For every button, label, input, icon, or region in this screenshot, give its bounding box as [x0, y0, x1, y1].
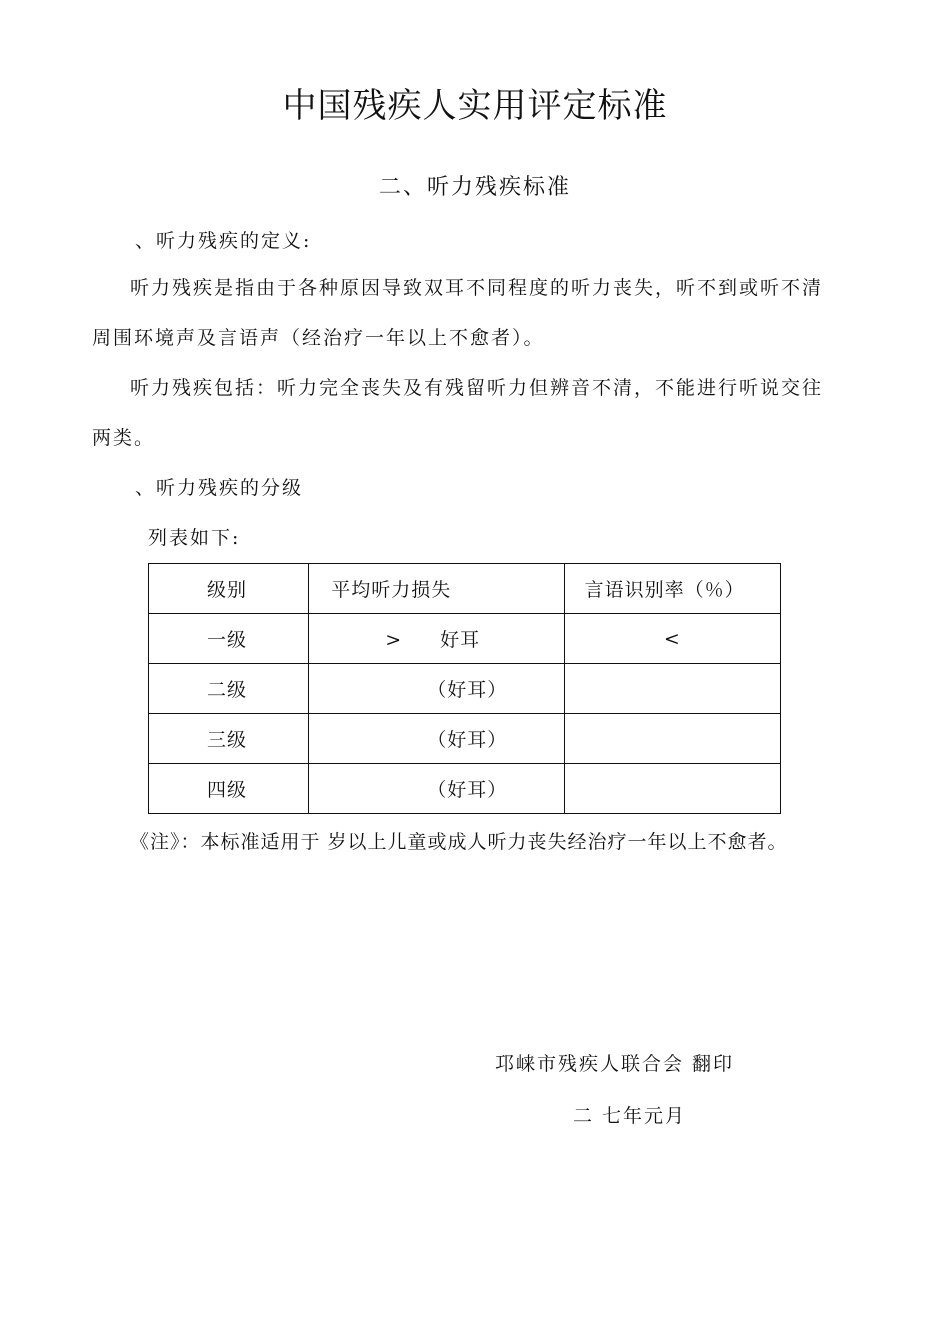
loss-ear: （好耳）: [427, 779, 508, 801]
rate-cell: [564, 714, 780, 764]
table-row: [149, 714, 781, 764]
loss-ear: （好耳）: [427, 679, 508, 701]
scope-paragraph-line2: 两类。: [92, 427, 156, 449]
document-title: 中国残疾人实用评定标准: [282, 86, 668, 126]
table-row: [149, 614, 781, 664]
rate-cell: <: [564, 614, 780, 664]
loss-cell: [309, 764, 564, 814]
loss-ear: 好耳: [440, 629, 481, 651]
header-recognition-rate: 言语识别率（％）: [564, 564, 780, 614]
hearing-grade-table: [148, 563, 781, 814]
header-grade: 级别: [149, 564, 309, 614]
table-header-row: [149, 564, 781, 614]
grade-cell: 四级: [149, 764, 309, 814]
grade-cell: 二级: [149, 664, 309, 714]
table-note: 《注》：本标准适用于 岁以上儿童或成人听力丧失经治疗一年以上不愈者。: [130, 831, 788, 853]
definition-paragraph-line2: 周围环境声及言语声（经治疗一年以上不愈者）。: [92, 327, 545, 349]
table-intro: 列表如下:: [148, 527, 241, 549]
grade-cell: 三级: [149, 714, 309, 764]
table-row: [149, 764, 781, 814]
loss-cell: [309, 714, 564, 764]
header-average-loss: 平均听力损失: [309, 564, 564, 614]
definition-paragraph-line1: 听力残疾是指由于各种原因导致双耳不同程度的听力丧失，听不到或听不清: [130, 277, 824, 299]
scope-paragraph-line1: 听力残疾包括：听力完全丧失及有残留听力但辨音不清，不能进行听说交往: [130, 377, 824, 399]
loss-symbol: >: [385, 629, 403, 651]
loss-cell: [309, 614, 564, 664]
signature-organization: 邛崃市残疾人联合会 翻印: [495, 1053, 735, 1075]
grading-heading: 、听力残疾的分级: [135, 477, 304, 499]
section-subtitle: 二、听力残疾标准: [378, 175, 571, 200]
loss-ear: （好耳）: [427, 729, 508, 751]
rate-cell: [564, 764, 780, 814]
signature-date: 二 七年元月: [573, 1105, 687, 1127]
rate-cell: [564, 664, 780, 714]
definition-heading: 、听力残疾的定义:: [135, 230, 312, 252]
loss-cell: [309, 664, 564, 714]
grade-cell: 一级: [149, 614, 309, 664]
table-row: [149, 664, 781, 714]
